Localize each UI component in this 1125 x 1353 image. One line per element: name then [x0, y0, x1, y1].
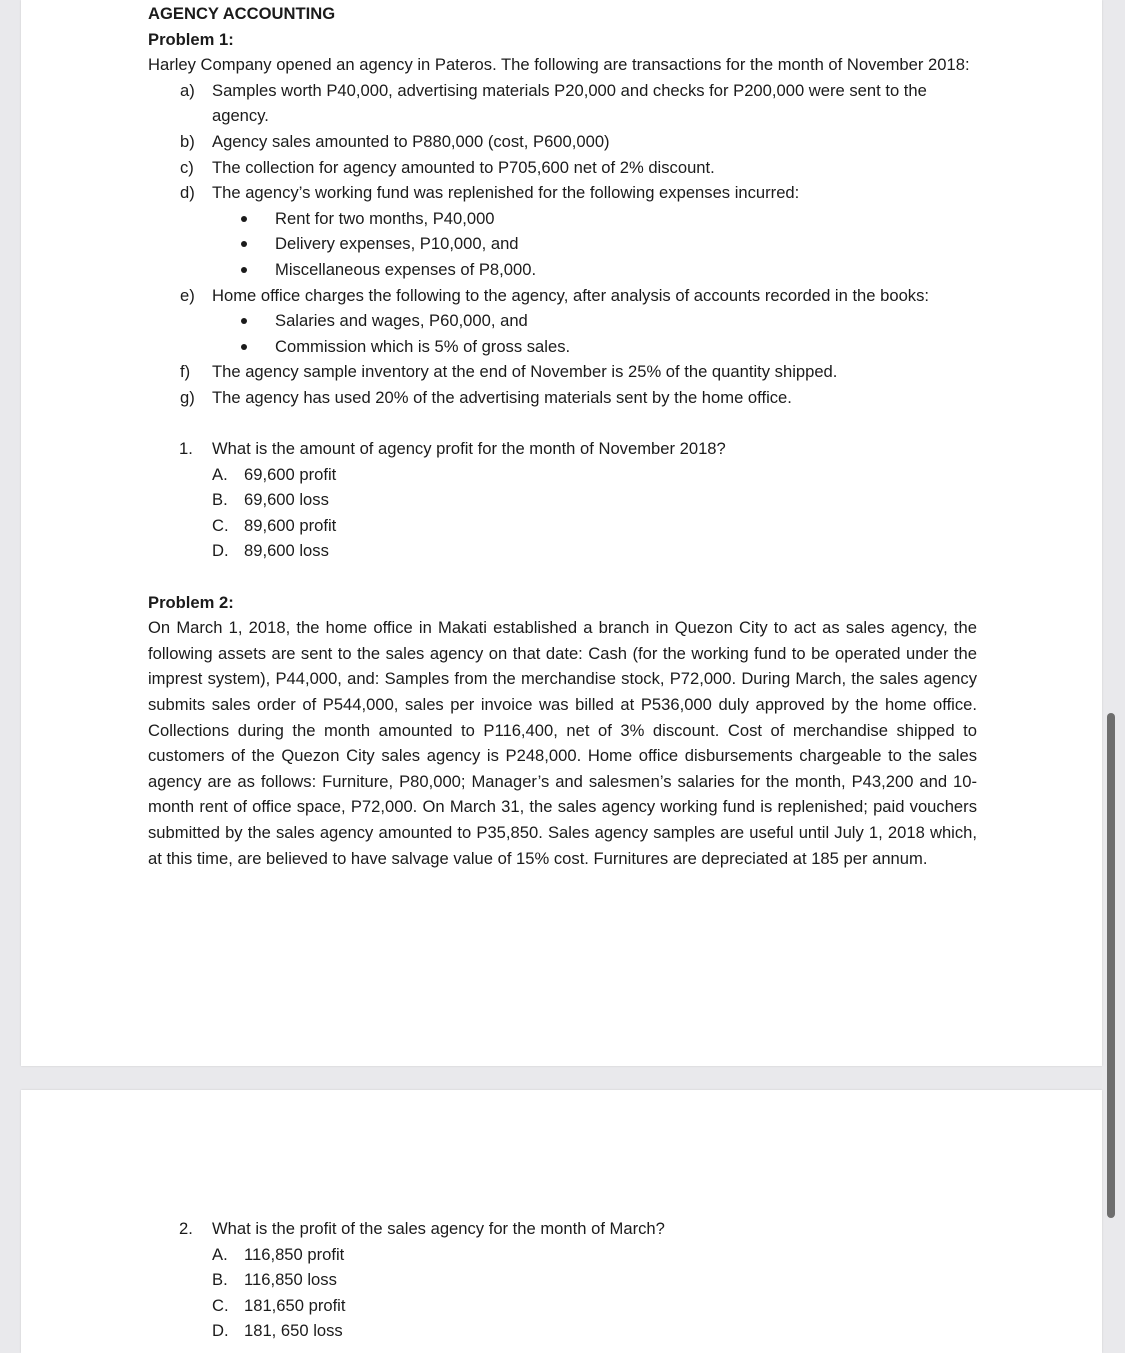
bullet-item	[148, 206, 977, 232]
bullet-item	[148, 257, 977, 283]
transaction-text: The agency has used 20% of the advertising materials sent by the home office.	[212, 387, 792, 407]
choice-text: 89,600 loss	[244, 541, 329, 561]
choice-letter: D.	[212, 541, 229, 561]
choice-text: 181,650 profit	[244, 1295, 346, 1315]
transaction-text: Home office charges the following to the agency, after analysis of accounts recorded in the books:	[212, 285, 930, 305]
question-number: 2.	[179, 1219, 193, 1238]
choice-letter: A.	[212, 1244, 228, 1264]
question-2	[148, 1216, 977, 1242]
transaction-text: Agency sales amounted to P880,000 (cost, P600,000)	[212, 131, 610, 151]
answer-choice	[148, 1267, 977, 1293]
list-marker: g)	[180, 387, 195, 407]
choice-text: 116,850 profit	[244, 1244, 345, 1264]
spacer	[148, 411, 977, 437]
bullet-icon	[241, 267, 247, 273]
answer-choice	[148, 538, 977, 564]
transaction-item	[148, 359, 977, 385]
document-title: AGENCY ACCOUNTING	[148, 4, 336, 23]
answer-choice	[148, 487, 977, 513]
choice-letter: B.	[212, 1270, 228, 1290]
choice-letter: A.	[212, 464, 228, 484]
transaction-text: Samples worth P40,000, advertising materials P20,000 and checks for P200,000 were sent to the agency.	[212, 80, 927, 126]
list-marker: e)	[180, 285, 195, 305]
transaction-item	[148, 385, 977, 411]
bullet-icon	[241, 241, 247, 247]
transaction-text: The agency sample inventory at the end of November is 25% of the quantity shipped.	[212, 362, 838, 382]
list-marker: c)	[180, 157, 194, 177]
bullet-text: Miscellaneous expenses of P8,000.	[275, 259, 537, 279]
transaction-item	[148, 78, 977, 129]
choice-letter: C.	[212, 515, 229, 535]
problem-1-intro: Harley Company opened an agency in Pateros. The following are transactions for the month of November 2018:	[148, 55, 970, 75]
bullet-item	[148, 308, 977, 334]
document-page-2	[21, 1090, 1102, 1353]
page-2-content	[148, 1216, 977, 1344]
choice-letter: C.	[212, 1295, 229, 1315]
list-marker: a)	[180, 80, 195, 100]
question-1	[148, 436, 977, 462]
answer-choice	[148, 1293, 977, 1319]
problem-2-heading: Problem 2:	[148, 592, 234, 612]
answer-choice	[148, 1242, 977, 1268]
bullet-item	[148, 334, 977, 360]
transaction-item	[148, 155, 977, 181]
problem-2-text: On March 1, 2018, the home office in Makati established a branch in Quezon City to act as sales agency, the following assets are sent to the sales agency on that date: Cash (for the working fund to be operated under the imprest system), P44,000, and: Samples from the merchandise stock, P72,000. During March, the sales agency submits sales order of P544,000, sales per invoice was billed at P536,000 duly approved by the home office. Collections during the month amounted to P116,400, net of 3% discount. Cost of merchandise shipped to customers of the Quezon City sales agency is P248,000. Home office disbursements chargeable to the sales agency are as follows: Furniture, P80,000; Manager’s and salesmen’s salaries for the month, P43,200 and 10-month rent of office space, P72,000. On March 31, the sales agency working fund is replenished; paid vouchers submitted by the sales agency amounted to P35,850. Sales agency samples are useful until July 1, 2018 which, at this time, are believed to have salvage value of 15% cost. Furnitures are depreciated at 185 per annum.	[148, 618, 977, 868]
problem-1-heading: Problem 1:	[148, 29, 234, 49]
list-marker: f)	[180, 362, 191, 382]
transaction-item	[148, 283, 977, 309]
vertical-scrollbar-thumb[interactable]	[1107, 713, 1115, 1218]
bullet-text: Salaries and wages, P60,000, and	[275, 311, 528, 331]
answer-choice	[148, 462, 977, 488]
list-marker: b)	[180, 131, 195, 151]
bullet-icon	[241, 318, 247, 324]
bullet-text: Delivery expenses, P10,000, and	[275, 234, 519, 254]
bullet-item	[148, 231, 977, 257]
transaction-item	[148, 180, 977, 206]
spacer	[148, 564, 977, 590]
bullet-text: Commission which is 5% of gross sales.	[275, 336, 571, 356]
bullet-icon	[241, 216, 247, 222]
question-text: What is the profit of the sales agency for the month of March?	[212, 1219, 665, 1238]
transaction-text: The collection for agency amounted to P705,600 net of 2% discount.	[212, 157, 715, 177]
document-page-1	[21, 0, 1102, 1066]
question-text: What is the amount of agency profit for the month of November 2018?	[212, 439, 726, 459]
transaction-text: The agency’s working fund was replenished for the following expenses incurred:	[212, 183, 800, 203]
choice-text: 181, 650 loss	[244, 1321, 343, 1341]
list-marker: d)	[180, 183, 195, 203]
choice-text: 89,600 profit	[244, 515, 337, 535]
choice-letter: D.	[212, 1321, 229, 1341]
choice-text: 69,600 loss	[244, 490, 329, 510]
question-number: 1.	[179, 439, 193, 459]
bullet-text: Rent for two months, P40,000	[275, 208, 495, 228]
choice-letter: B.	[212, 490, 228, 510]
transaction-item	[148, 129, 977, 155]
page-1-content	[148, 1, 977, 871]
answer-choice	[148, 513, 977, 539]
choice-text: 116,850 loss	[244, 1270, 337, 1290]
answer-choice	[148, 1318, 977, 1344]
bullet-icon	[241, 344, 247, 350]
choice-text: 69,600 profit	[244, 464, 337, 484]
